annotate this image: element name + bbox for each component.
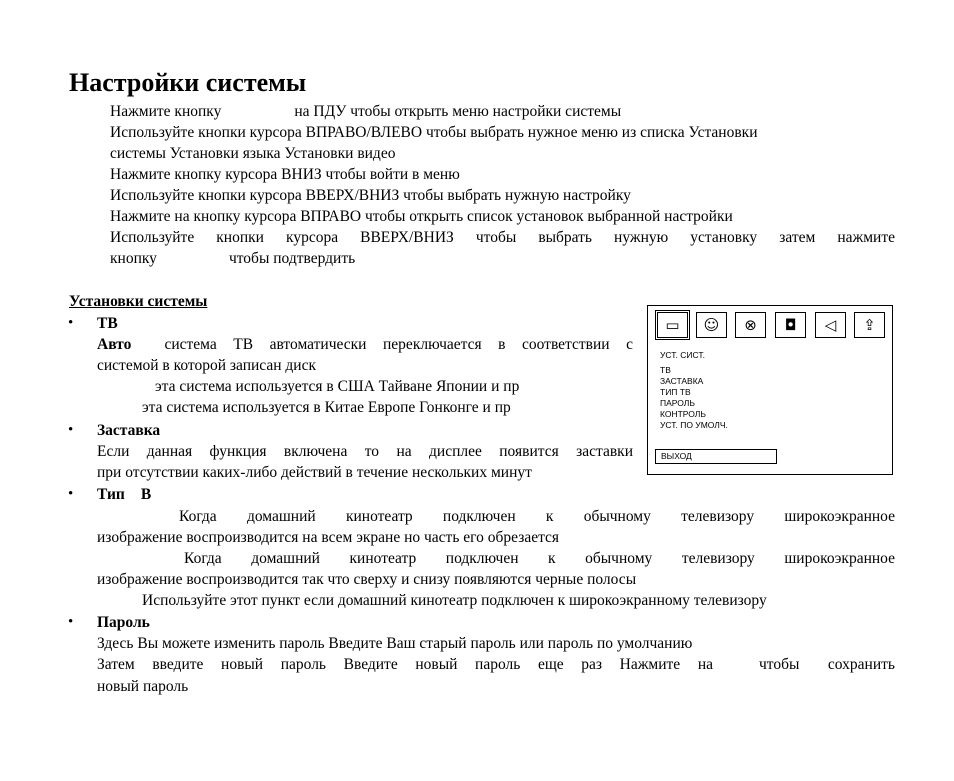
tvtype-line-3: Когда домашний кинотеатр подключен к обычному телевизору широкоэкранное: [184, 550, 895, 567]
intro-line-1-part-a: Нажмите кнопку: [110, 103, 222, 120]
intro-line-2: Используйте кнопки курсора ВПРАВО/ВЛЕВО чтобы выбрать нужное меню из списка Установки: [110, 124, 758, 141]
section-heading: Установки системы: [69, 293, 208, 310]
intro-line-1-part-b: на ПДУ чтобы открыть меню настройки системы: [294, 103, 622, 120]
page-title: Настройки системы: [69, 68, 307, 97]
speaker-icon: ◁: [815, 312, 846, 338]
tvtype-line-4: изображение воспроизводится так что сверху и снизу появляются черные полосы: [97, 571, 637, 588]
tv-auto-line-2: системой в которой записан диск: [97, 357, 317, 374]
monitor-icon: ▭: [657, 312, 688, 338]
intro-line-8-part-b: чтобы подтвердить: [228, 250, 356, 267]
projector-icon: ◘: [775, 312, 806, 338]
menu-item-tv: ТВ: [660, 365, 671, 375]
screensaver-heading: Заставка: [97, 422, 161, 439]
tv-heading: ТВ: [97, 315, 118, 332]
tv-auto-line: [97, 334, 633, 355]
intro-line-8-part-a: кнопку: [110, 250, 157, 267]
speaking-head-icon: ☺: [696, 312, 727, 338]
intro-line-1: [110, 101, 621, 122]
intro-line-3: системы Установки языка Установки видео: [110, 145, 396, 162]
exit-icon: ⇪: [854, 312, 885, 338]
menu-exit-box: ВЫХОД: [655, 449, 777, 464]
bullet-password: •: [68, 614, 74, 630]
password-heading: Пароль: [97, 614, 150, 631]
tvtype-heading: [97, 484, 151, 505]
intro-line-6: Нажмите на кнопку курсора ВПРАВО чтобы открыть список установок выбранной настройки: [110, 208, 733, 225]
menu-item-defaults: УСТ. ПО УМОЛЧ.: [660, 420, 728, 430]
intro-line-5: Используйте кнопки курсора ВВЕРХ/ВНИЗ чтобы выбрать нужную настройку: [110, 187, 631, 204]
menu-item-control: КОНТРОЛЬ: [660, 409, 706, 419]
tv-auto-label: Авто: [97, 336, 132, 353]
password-line-1: Здесь Вы можете изменить пароль Введите Ваш старый пароль или пароль по умолчанию: [97, 635, 693, 652]
tvtype-line-1: Когда домашний кинотеатр подключен к обычному телевизору широкоэкранное: [179, 508, 895, 525]
intro-line-4: Нажмите кнопку курсора ВНИЗ чтобы войти в меню: [110, 166, 460, 183]
disc-icon: ⊗: [735, 312, 766, 338]
intro-line-7: Используйте кнопки курсора ВВЕРХ/ВНИЗ чтобы выбрать нужную установку затем нажмите: [110, 229, 895, 246]
bullet-tv: •: [68, 315, 74, 331]
menu-item-screensaver: ЗАСТАВКА: [660, 376, 704, 386]
screensaver-line-1: Если данная функция включена то на дисплее появится заставки: [97, 443, 633, 460]
menu-item-password: ПАРОЛЬ: [660, 398, 695, 408]
password-line-3: новый пароль: [97, 678, 189, 695]
tvtype-line-2: изображение воспроизводится на всем экране но часть его обрезается: [97, 529, 560, 546]
bullet-tvtype: •: [68, 486, 74, 502]
tvtype-line-5: Используйте этот пункт если домашний кинотеатр подключен к широкоэкранному телевизору: [142, 592, 767, 609]
tv-pal-line: эта система используется в Китае Европе Гонконге и пр: [142, 399, 511, 416]
menu-header: УСТ. СИСТ.: [660, 350, 705, 360]
intro-line-8: [110, 248, 355, 269]
tv-auto-text: система ТВ автоматически переключается в соответствии с: [164, 336, 633, 353]
setup-menu-panel: [647, 305, 893, 475]
screensaver-line-2: при отсутствии каких-либо действий в течение нескольких минут: [97, 464, 532, 481]
tvtype-heading-b: В: [140, 486, 152, 503]
password-line-2a: Затем введите новый пароль Введите новый пароль еще раз Нажмите на: [97, 656, 713, 673]
tvtype-heading-a: Тип: [97, 486, 125, 503]
tv-ntsc-line: эта система используется в США Тайване Японии и пр: [155, 378, 520, 395]
menu-item-tvtype: ТИП ТВ: [660, 387, 691, 397]
bullet-screensaver: •: [68, 422, 74, 438]
password-line-2b: чтобы сохранить: [759, 656, 895, 673]
